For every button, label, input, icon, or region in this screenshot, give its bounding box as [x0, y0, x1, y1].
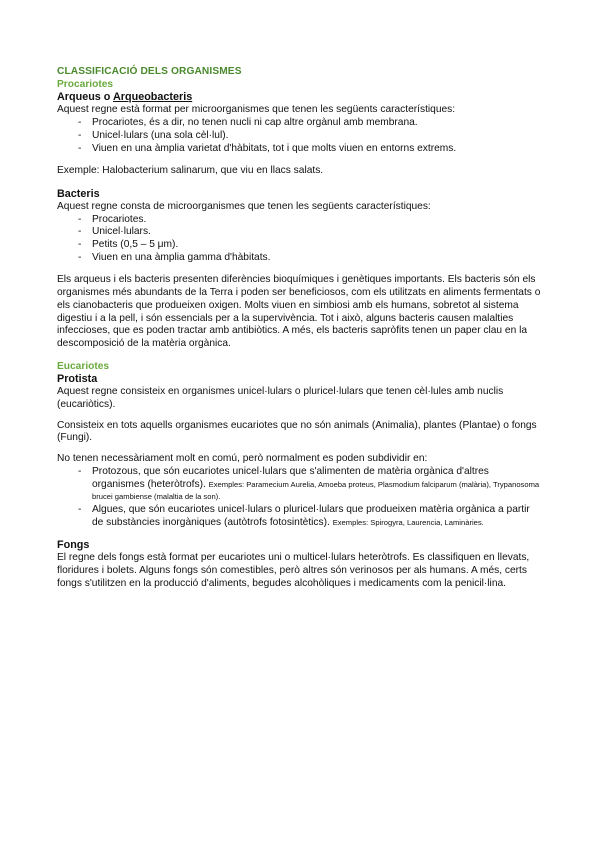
bacteria-list	[57, 214, 541, 265]
protista-paragraph-2: Consisteix en tots aquells organismes eucariotes que no són animals (Animalia), plantes (Plantae) o fongs (Fungi).	[57, 419, 537, 444]
subheading-fungi: Fongs	[57, 539, 90, 552]
protozoa-text: Protozous, que són eucariotes unicel·lulars que s'alimenten de matèria orgànica d'altres organismes (heteròtrofs).	[92, 465, 489, 490]
subheading-bacteria: Bacteris	[57, 187, 100, 200]
fungi-paragraph: El regne dels fongs està format per eucariotes uni o multicel·lulars heteròtrofs. Es classifiquen en llevats, floridures i bolets. Alguns fongs són comestibles, però altres són verinosos per als humans. A més, certs fongs s'utilitzen en la producció d'aliments, begudes alcohòliques i medicaments com la penicil·lina.	[57, 552, 530, 589]
list-item: - Unicel·lulars.	[78, 226, 541, 239]
archaea-heading-prefix: Arqueus o	[57, 91, 113, 104]
protista-paragraph-3: No tenen necessàriament molt en comú, però normalment es poden subdividir en:	[57, 453, 428, 465]
list-item: - Procariotes.	[78, 214, 541, 227]
section-heading-eukaryotes: Eucariotes	[57, 360, 110, 372]
archaea-intro: Aquest regne està format per microorganismes que tenen les següents característiques:	[57, 104, 456, 116]
algae-text: Algues, que són eucariotes unicel·lulars o pluricel·lulars que produeixen matèria orgànica a partir de substàncies inorgàniques (autòtrofs fotosintètics).	[92, 503, 530, 528]
list-item: - Procariotes, és a dir, no tenen nucli ni cap altre orgànul amb membrana.	[78, 117, 541, 130]
list-item: - Viuen en una àmplia gamma d'hàbitats.	[78, 252, 541, 265]
bacteria-paragraph: Els arqueus i els bacteris presenten diferències bioquímiques i genètiques importants. Els bacteris són els organismes més abundants de la Terra i poden ser beneficiosos, com els utilitzats en aliments fermentats o els cianobacteris que produeixen oxigen. Molts viuen en simbiosi amb els humans, sobretot al sistema digestiu i a la pell, i són essencials per a la supervivència. Tot i això, alguns bacteris causen malalties infeccioses, que es poden tractar amb antibiòtics. A més, els bacteris sapròfits tenen un paper clau en la descomposició de la matèria orgànica.	[57, 274, 541, 349]
subheading-archaea	[57, 91, 541, 104]
list-item: - Petits (0,5 – 5 μm).	[78, 239, 541, 252]
section-heading-prokaryotes: Procariotes	[57, 78, 114, 90]
list-item	[78, 466, 541, 504]
archaea-list	[57, 117, 541, 155]
protozoa-examples: Exemples: Paramecium Aurelia, Amoeba proteus, Plasmodium falciparum (malària), Trypanosoma brucei gambiense (malaltia de la son).	[92, 479, 540, 502]
list-item: - Viuen en una àmplia varietat d'hàbitats, tot i que molts viuen en entorns extrems.	[78, 143, 541, 156]
document-page	[57, 66, 541, 591]
archaea-example: Exemple: Halobacterium salinarum, que viu en llacs salats.	[57, 165, 324, 177]
list-item: - Unicel·lulars (una sola cèl·lul).	[78, 130, 541, 143]
protista-list	[57, 466, 541, 530]
subheading-protista: Protista	[57, 373, 98, 386]
list-item	[78, 504, 541, 529]
algae-examples: Exemples: Spirogyra, Laurencia, Laminàries.	[332, 517, 484, 527]
protista-paragraph-1: Aquest regne consisteix en organismes unicel·lulars o pluricel·lulars que tenen cèl·lules amb nuclis (eucariòtics).	[57, 386, 504, 411]
page-title: CLASSIFICACIÓ DELS ORGANISMES	[57, 66, 242, 77]
bacteria-intro: Aquest regne consta de microorganismes que tenen les següents característiques:	[57, 200, 431, 212]
archaea-heading-link[interactable]: Arqueobacteris	[113, 91, 193, 104]
